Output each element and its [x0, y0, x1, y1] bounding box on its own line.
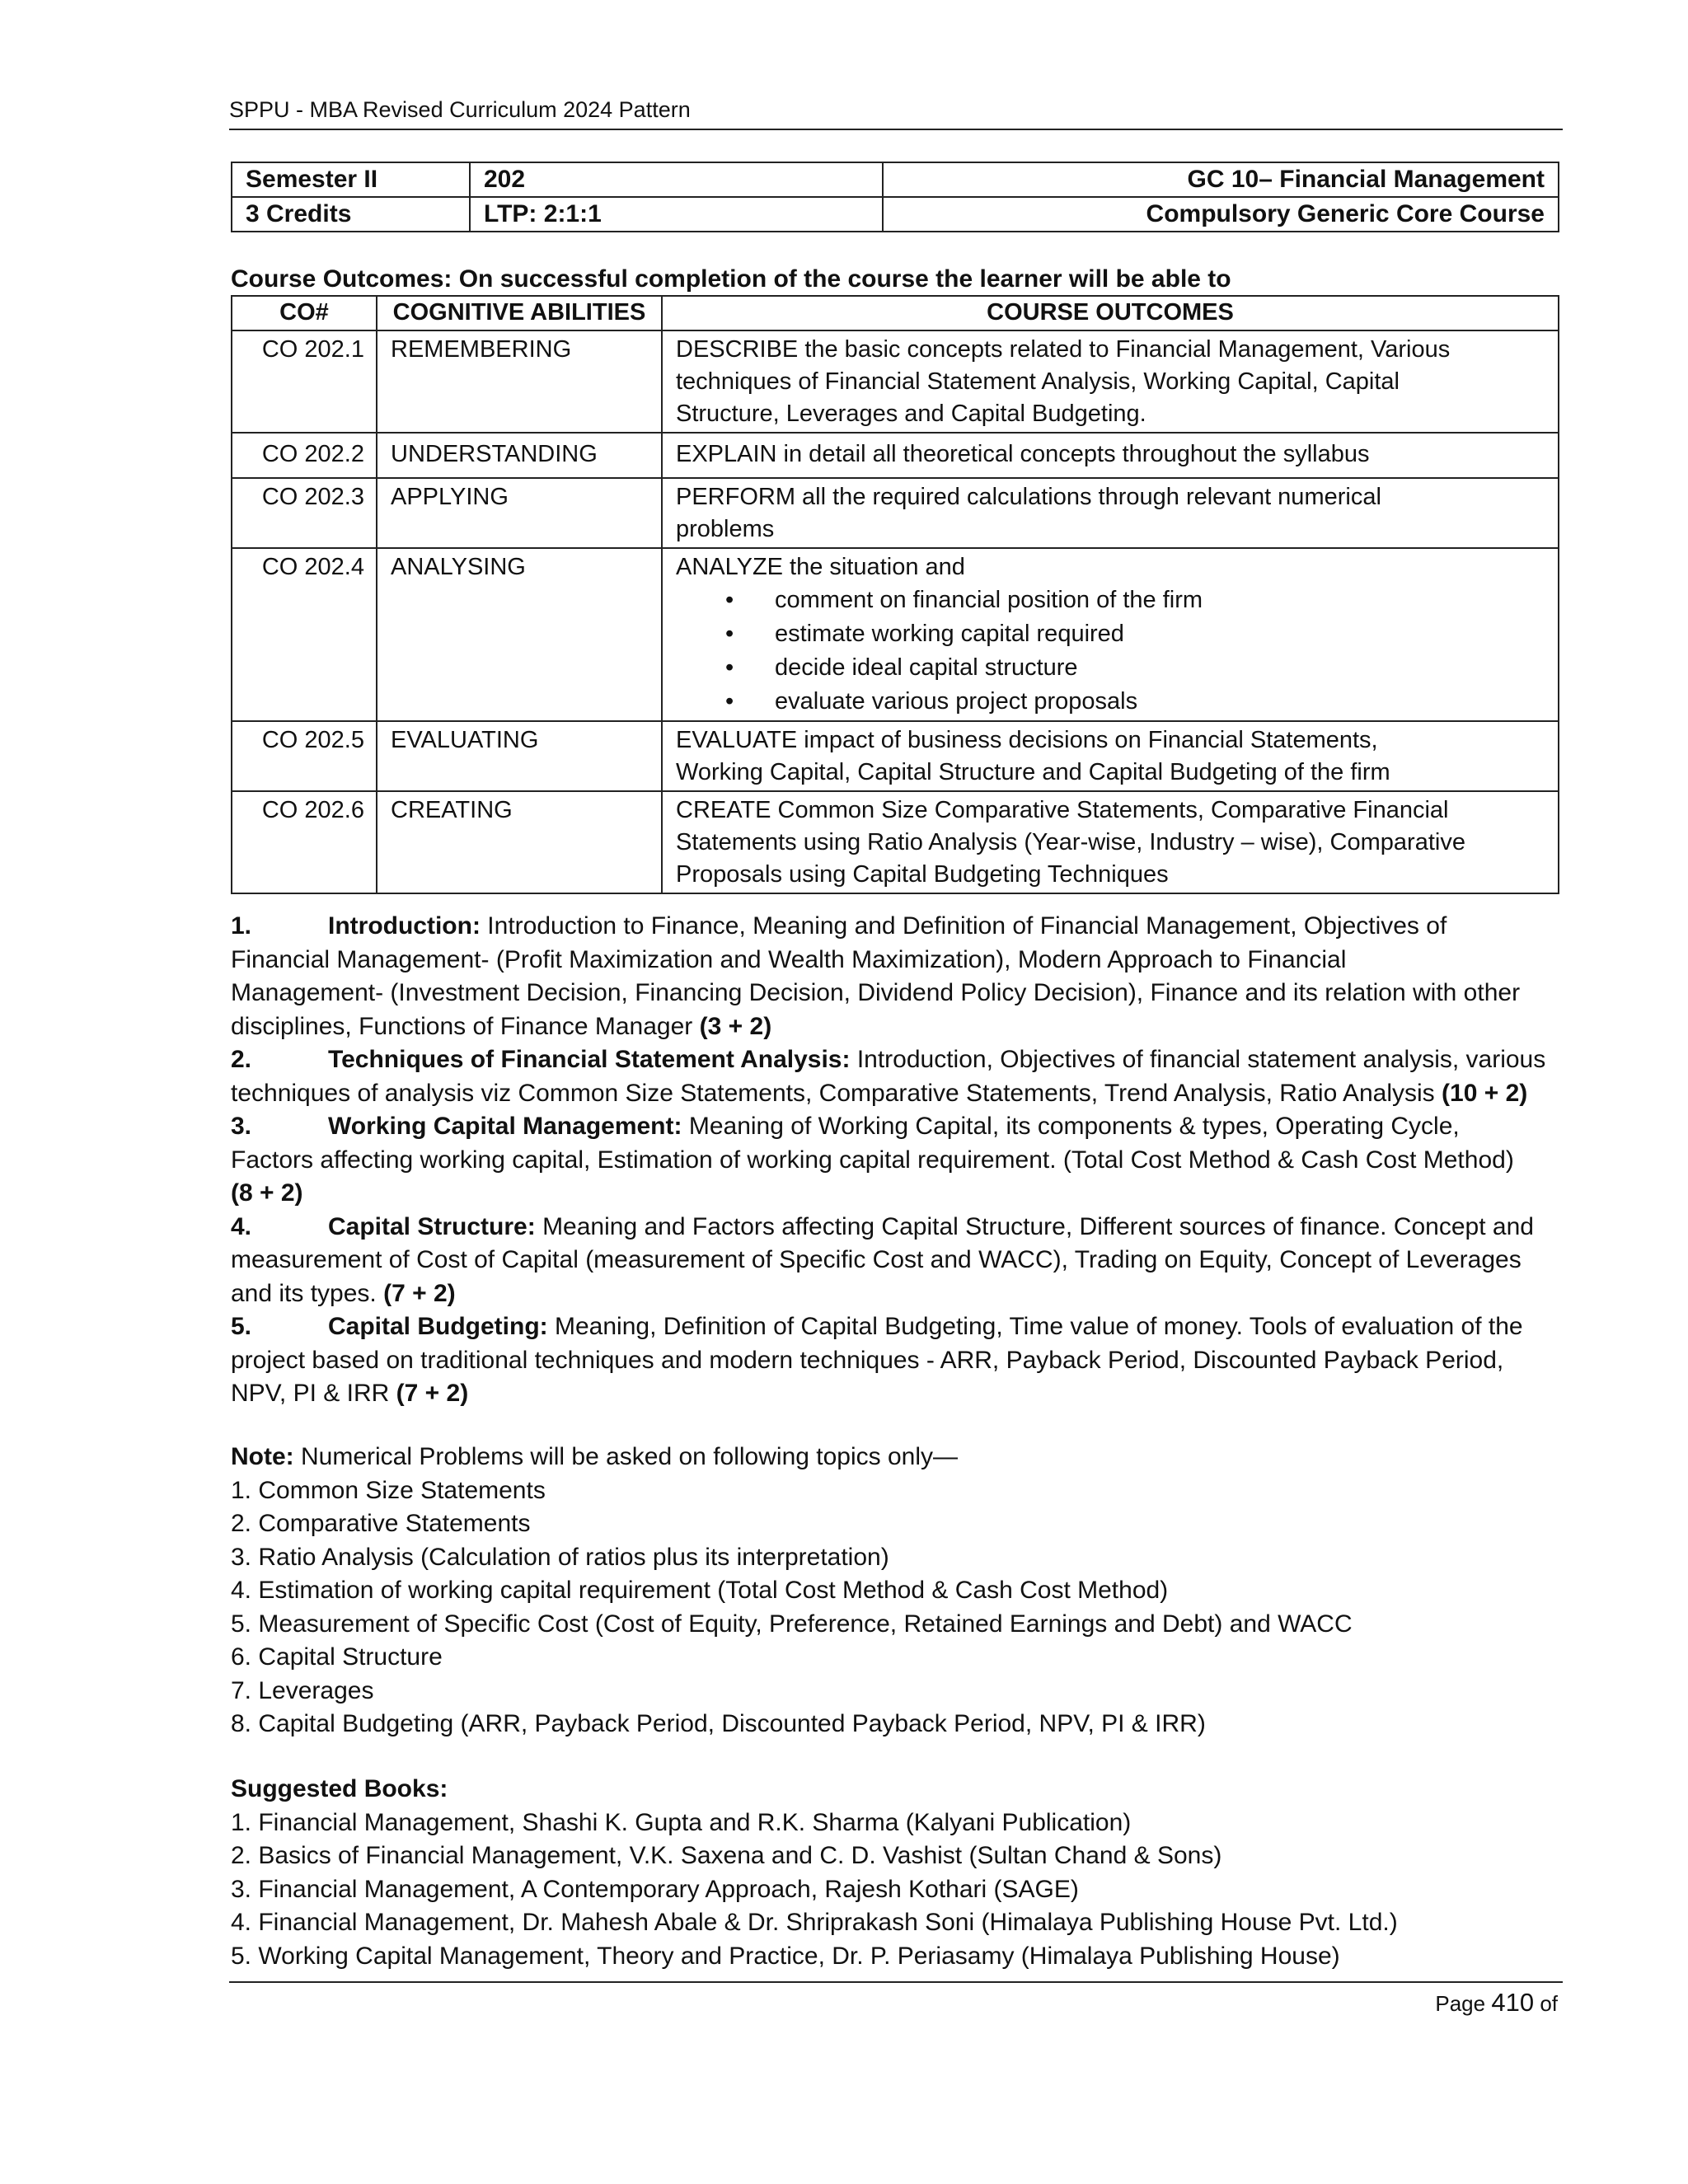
header-divider: [229, 129, 1563, 130]
unit-number: 3.: [231, 1113, 252, 1140]
unit-hours: (7 + 2): [383, 1279, 456, 1307]
unit-text: NPV, PI & IRR: [231, 1380, 390, 1407]
outcome-line: Structure, Leverages and Capital Budgeting.: [676, 401, 1146, 427]
course-title-cell: GC 10– Financial Management: [883, 162, 1559, 197]
note-section: [231, 1441, 1563, 1741]
list-item: 5. Working Capital Management, Theory and Practice, Dr. P. Periasamy (Himalaya Publishing House): [231, 1942, 1340, 1970]
course-outcome: [662, 330, 1559, 433]
credits-cell: 3 Credits: [232, 197, 470, 232]
unit-text: project based on traditional techniques and modern techniques - ARR, Payback Period, Discounted Payback Period,: [231, 1346, 1504, 1374]
cognitive-ability: ANALYSING: [377, 548, 662, 721]
list-item: • comment on financial position of the firm: [725, 583, 1545, 617]
outcome-line: PERFORM all the required calculations through relevant numerical: [676, 484, 1381, 510]
unit-text: and its types.: [231, 1279, 377, 1307]
note-label: Note:: [231, 1443, 294, 1470]
course-code-cell: 202: [470, 162, 883, 197]
course-outcomes-heading: Course Outcomes: On successful completion of the course the learner will be able to: [231, 265, 1231, 293]
course-info-table: [231, 162, 1559, 232]
outcome-line: ANALYZE the situation and: [676, 554, 965, 580]
outcome-line: DESCRIBE the basic concepts related to Financial Management, Various: [676, 336, 1451, 363]
header-title: SPPU - MBA Revised Curriculum 2024 Pattern: [229, 97, 691, 122]
table-row: [232, 330, 1559, 433]
unit-title: Techniques of Financial Statement Analysis:: [328, 1046, 851, 1073]
outcome-bullet-list: [676, 583, 1545, 719]
unit-5: [231, 1310, 1563, 1411]
outcome-line: techniques of Financial Statement Analysis, Working Capital, Capital: [676, 368, 1400, 395]
list-item: 3. Ratio Analysis (Calculation of ratios plus its interpretation): [231, 1543, 889, 1571]
co-code: CO 202.3: [232, 478, 377, 548]
note-text: Numerical Problems will be asked on following topics only—: [301, 1443, 959, 1470]
list-item: 2. Basics of Financial Management, V.K. Saxena and C. D. Vashist (Sultan Chand & Sons): [231, 1842, 1222, 1869]
outcome-line: Statements using Ratio Analysis (Year-wise, Industry – wise), Comparative: [676, 829, 1465, 855]
unit-hours: (10 + 2): [1442, 1079, 1528, 1107]
co-code: CO 202.1: [232, 330, 377, 433]
unit-hours: (3 + 2): [699, 1012, 772, 1040]
cognitive-ability: EVALUATING: [377, 721, 662, 791]
column-header-co: CO#: [232, 296, 377, 330]
semester-cell: Semester II: [232, 162, 470, 197]
table-row: [232, 197, 1559, 232]
co-code: CO 202.2: [232, 433, 377, 478]
cognitive-ability: UNDERSTANDING: [377, 433, 662, 478]
list-item: 2. Comparative Statements: [231, 1510, 531, 1537]
page-label: Page: [1435, 1991, 1486, 2016]
column-header-abilities: COGNITIVE ABILITIES: [377, 296, 662, 330]
list-item: • decide ideal capital structure: [725, 651, 1545, 685]
column-header-outcomes: COURSE OUTCOMES: [662, 296, 1559, 330]
outcome-line: CREATE Common Size Comparative Statements, Comparative Financial: [676, 797, 1449, 823]
unit-3: [231, 1110, 1563, 1211]
unit-hours: (8 + 2): [231, 1179, 303, 1207]
course-outcome: [662, 548, 1559, 721]
table-row: [232, 721, 1559, 791]
cognitive-ability: CREATING: [377, 791, 662, 893]
unit-text: Introduction, Objectives of financial statement analysis, various: [856, 1046, 1546, 1073]
list-item: 3. Financial Management, A Contemporary Approach, Rajesh Kothari (SAGE): [231, 1875, 1079, 1903]
outcome-line: EXPLAIN in detail all theoretical concepts throughout the syllabus: [676, 441, 1370, 467]
table-header-row: [232, 296, 1559, 330]
list-item: 8. Capital Budgeting (ARR, Payback Period, Discounted Payback Period, NPV, PI & IRR): [231, 1710, 1206, 1737]
list-item: 6. Capital Structure: [231, 1643, 443, 1671]
unit-text: Financial Management- (Profit Maximization and Wealth Maximization), Modern Approach to Financial: [231, 945, 1347, 973]
co-code: CO 202.5: [232, 721, 377, 791]
list-item: 5. Measurement of Specific Cost (Cost of Equity, Preference, Retained Earnings and Debt) and WACC: [231, 1610, 1353, 1638]
course-type-cell: Compulsory Generic Core Course: [883, 197, 1559, 232]
table-row: [232, 791, 1559, 893]
page-number: 410: [1491, 1988, 1535, 2017]
unit-number: 2.: [231, 1046, 252, 1073]
syllabus-units: [231, 910, 1563, 1411]
list-item: • estimate working capital required: [725, 617, 1545, 651]
list-item: 7. Leverages: [231, 1676, 374, 1704]
unit-text: Meaning and Factors affecting Capital Structure, Different sources of finance. Concept and: [542, 1212, 1534, 1240]
cognitive-ability: REMEMBERING: [377, 330, 662, 433]
unit-4: [231, 1211, 1563, 1311]
outcome-line: problems: [676, 516, 775, 542]
unit-title: Capital Budgeting:: [328, 1313, 548, 1340]
books-heading-text: Suggested Books:: [231, 1775, 448, 1802]
unit-2: [231, 1043, 1563, 1110]
table-row: [232, 162, 1559, 197]
unit-hours: (7 + 2): [396, 1380, 469, 1407]
cognitive-ability: APPLYING: [377, 478, 662, 548]
unit-number: 5.: [231, 1313, 252, 1340]
outcome-line: Proposals using Capital Budgeting Techniques: [676, 861, 1169, 888]
co-code: CO 202.4: [232, 548, 377, 721]
list-item: 1. Common Size Statements: [231, 1476, 546, 1504]
co-code: CO 202.6: [232, 791, 377, 893]
page-of-label: of: [1540, 1991, 1558, 2016]
list-item: 4. Financial Management, Dr. Mahesh Abale & Dr. Shriprakash Soni (Himalaya Publishing House Pvt. Ltd.): [231, 1909, 1398, 1936]
unit-text: Introduction to Finance, Meaning and Definition of Financial Management, Objectives of: [487, 912, 1447, 940]
course-outcomes-table: [231, 295, 1559, 894]
suggested-books-section: [231, 1773, 1563, 1973]
course-outcome: [662, 478, 1559, 548]
unit-text: disciplines, Functions of Finance Manager: [231, 1012, 693, 1040]
unit-1: [231, 910, 1563, 1043]
table-row: [232, 478, 1559, 548]
table-row: [232, 548, 1559, 721]
unit-title: Introduction:: [328, 912, 481, 940]
course-outcome: [662, 791, 1559, 893]
course-outcome: [662, 433, 1559, 478]
unit-number: 4.: [231, 1212, 252, 1240]
unit-text: Meaning of Working Capital, its components & types, Operating Cycle,: [688, 1113, 1460, 1140]
footer-divider: [229, 1981, 1563, 1983]
unit-title: Capital Structure:: [328, 1212, 536, 1240]
table-row: [232, 433, 1559, 478]
unit-text: techniques of analysis viz Common Size Statements, Comparative Statements, Trend Analysis, Ratio Analysis: [231, 1079, 1435, 1107]
outcome-line: EVALUATE impact of business decisions on Financial Statements,: [676, 727, 1378, 753]
unit-text: Factors affecting working capital, Estimation of working capital requirement. (Total Cost Method & Cash Cost Method): [231, 1146, 1514, 1174]
unit-title: Working Capital Management:: [328, 1113, 682, 1140]
outcome-line: Working Capital, Capital Structure and Capital Budgeting of the firm: [676, 759, 1390, 785]
unit-text: Meaning, Definition of Capital Budgeting, Time value of money. Tools of evaluation of the: [555, 1313, 1523, 1340]
list-item: 4. Estimation of working capital requirement (Total Cost Method & Cash Cost Method): [231, 1577, 1169, 1604]
unit-text: Management- (Investment Decision, Financing Decision, Dividend Policy Decision), Finance and its relation with other: [231, 979, 1521, 1006]
note-intro: [231, 1441, 1563, 1474]
course-outcome: [662, 721, 1559, 791]
page-footer: [1435, 1988, 1558, 2018]
list-item: • evaluate various project proposals: [725, 685, 1545, 719]
books-heading: [231, 1773, 1563, 1807]
list-item: 1. Financial Management, Shashi K. Gupta and R.K. Sharma (Kalyani Publication): [231, 1808, 1132, 1836]
unit-number: 1.: [231, 912, 252, 940]
ltp-cell: LTP: 2:1:1: [470, 197, 883, 232]
unit-text: measurement of Cost of Capital (measurement of Specific Cost and WACC), Trading on Equity, Concept of Leverages: [231, 1246, 1522, 1273]
